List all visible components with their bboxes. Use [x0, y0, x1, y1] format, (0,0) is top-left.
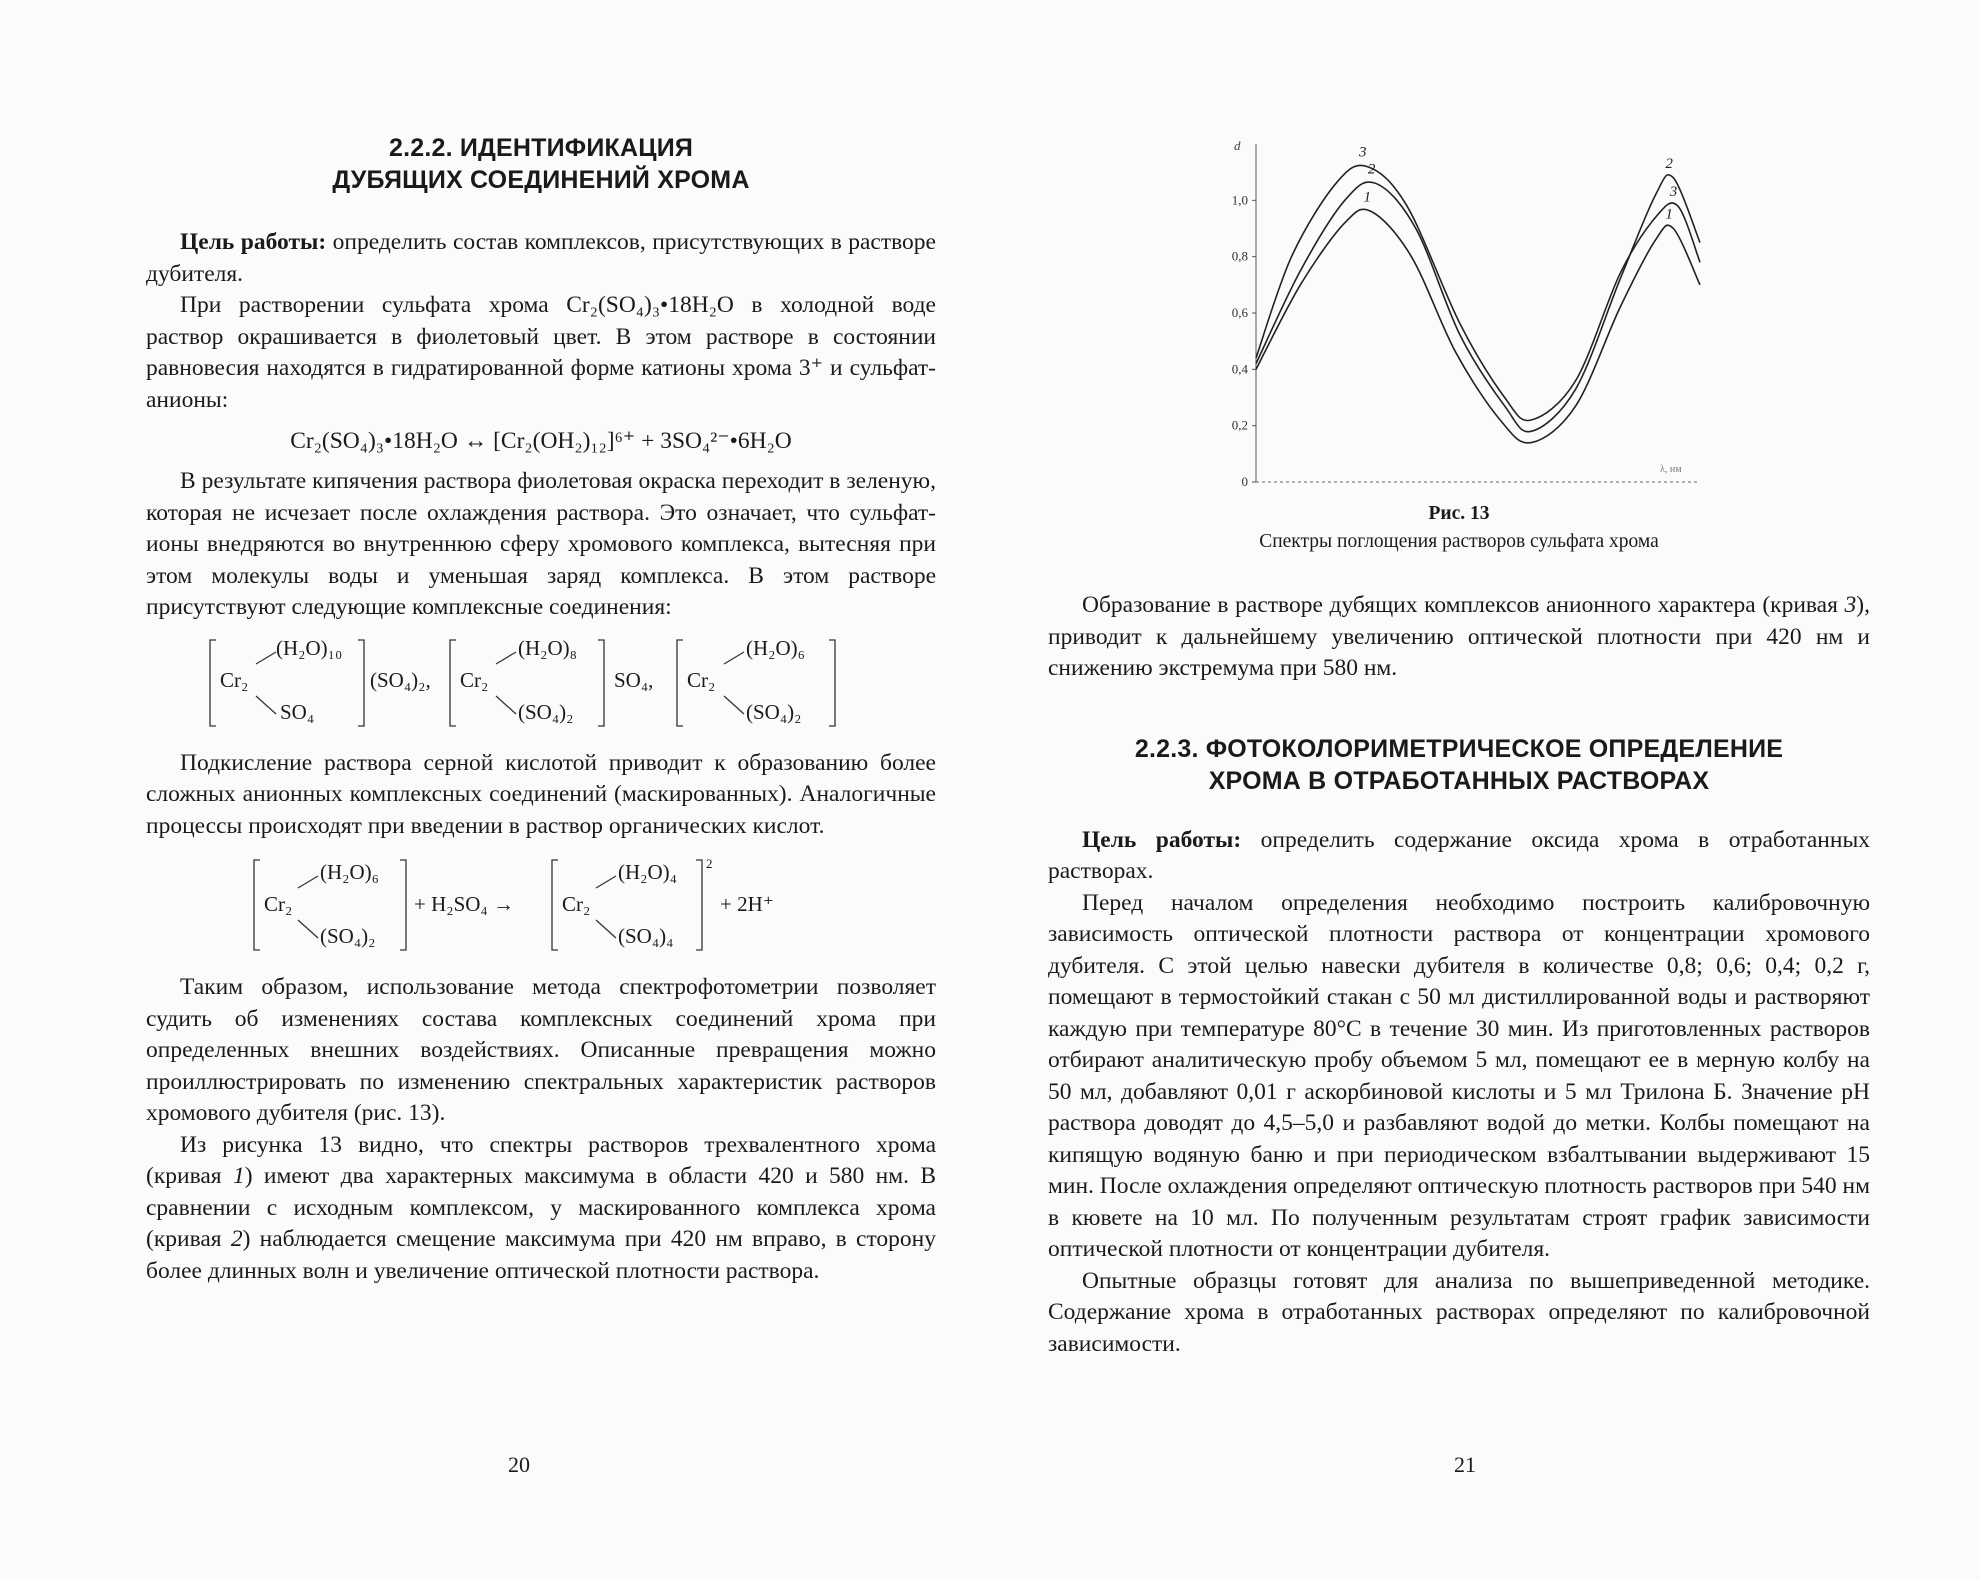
complex-2-center: Cr₂ — [460, 667, 489, 692]
reaction-right-top: (H₂O)₄ — [618, 860, 677, 884]
figure-caption: Спектры поглощения растворов сульфата хрома — [1259, 531, 1659, 552]
right-column — [1048, 0, 1870, 1360]
y-tick-label: 0,6 — [1231, 305, 1248, 320]
complex-1-top: (H₂O)₁₀ — [276, 635, 343, 660]
paragraph: В результате кипячения раствора фиолетовая окраска переходит в зеленую, которая не исчезает после охлаждения раствора. Это означает, что сульфат-ионы внедряются во внутреннюю сферу хромового комплекса, вытесняя при этом молекулы воды и уменьшая заряд комплекса. В этом растворе присутствуют следующие комплексные соединения: — [146, 468, 936, 620]
y-axis-label: d — [1234, 138, 1241, 153]
paragraph: Опытные образцы готовят для анализа по вышеприведенной методике. Содержание хрома в отработанных растворах определяют по калибровочной зависимости. — [1048, 1267, 1870, 1357]
paragraph: При растворении сульфата хрома Cr₂(SO₄)₃•18H₂O в холодной воде раствор окрашивается в фиолетовый цвет. В этом растворе в состоянии равновесия находятся в гидратированной форме катионы хрома 3⁺ и сульфат-анионы: — [146, 292, 936, 413]
complex-2-bottom: (SO₄)₂ — [518, 699, 574, 724]
figure-13 — [1048, 0, 1870, 552]
y-tick-label: 0,8 — [1231, 248, 1248, 264]
reaction-left-top: (H₂O)₆ — [320, 860, 379, 884]
section-heading-223: 2.2.3. ФОТОКОЛОРИМЕТРИЧЕСКОЕ ОПРЕДЕЛЕНИЕ ХРОМА В ОТРАБОТАННЫХ РАСТВОРАХ — [1134, 734, 1784, 795]
y-tick-label: 1,0 — [1231, 192, 1248, 208]
paragraph: Подкисление раствора серной кислотой приводит к образованию более сложных анионных комплексных соединений (маскированных). Аналогичные процессы происходят при введении в раствор органических кислот. — [146, 749, 936, 839]
curve-label-3: 3 — [1669, 183, 1678, 200]
figure-label: Рис. 13 — [1428, 503, 1490, 524]
reaction-equation — [146, 854, 936, 958]
reaction-left-center: Cr₂ — [264, 892, 293, 916]
paragraph: Таким образом, использование метода спектрофотометрии позволяет судить об изменениях состава комплексных соединений хрома при определенных внешних воздействиях. Описанные превращения можно проиллюстрировать по изменению спектральных характеристик растворов хромового дубителя (рис. 13). — [146, 974, 936, 1126]
curve-2 — [1256, 175, 1700, 432]
complex-2-outer: SO₄, — [614, 667, 654, 692]
complex-2-top: (H₂O)₈ — [518, 635, 577, 660]
reaction-right-center: Cr₂ — [562, 892, 591, 916]
paragraph: Перед началом определения необходимо построить калибровочную зависимость оптической плотности раствора от концентрации хромового дубителя. С этой целью навески дубителя в количестве 0,8; 0,6; 0,4; 0,2 г, помещают в термостойкий стакан с 50 мл дистиллированной воды и растворяют каждую при температуре 80°С в течение 30 мин. Из приготовленных растворов отбирают аналитическую пробу объемом 5 мл, помещают ее в мерную колбу на 50 мл, добавляют 0,01 г аскорбиновой кислоты и 5 мл Трилона Б. Значение рН раствора доводят до 4,5–5,0 и разбавляют водой до метки. Колбы помещают на кипящую водяную баню и при периодическом взбалтывании выдерживают 15 мин. После охлаждения определяют оптическую плотность растворов при 540 нм в кювете на 10 мл. По полученным результатам строят график зависимости оптической плотности от концентрации дубителя. — [1048, 889, 1870, 1262]
goal-paragraph: Цель работы: определить состав комплексов, присутствующих в растворе дубителя. — [146, 229, 936, 287]
y-tick-label: 0,2 — [1231, 417, 1248, 433]
section-heading-222: 2.2.2. ИДЕНТИФИКАЦИЯ ДУБЯЩИХ СОЕДИНЕНИЙ ХРОМА — [332, 134, 750, 194]
complex-1-outer: (SO₄)₂, — [370, 667, 431, 692]
curve-label-2: 2 — [1367, 161, 1376, 178]
curve-label-1: 1 — [1665, 206, 1673, 223]
page-number: 21 — [1454, 1452, 1476, 1477]
complex-3-bottom: (SO₄)₂ — [746, 699, 802, 724]
reaction-charge: 2 — [706, 856, 713, 871]
curve-label-3: 3 — [1359, 144, 1367, 161]
page-number: 20 — [508, 1452, 530, 1477]
curve-label-2: 2 — [1665, 155, 1673, 172]
x-axis-label: λ, нм — [1660, 464, 1682, 475]
right-page — [990, 0, 1980, 1580]
complex-3-top: (H₂O)₆ — [746, 635, 805, 660]
complex-1-bottom: SO₄ — [280, 699, 315, 724]
paragraph: Из рисунка 13 видно, что спектры растворов трехвалентного хрома (кривая 1) имеют два характерных максимума в области 420 и 580 нм. В сравнении с исходным комплексом, у маскированного комплекса хрома (кривая 2) наблюдается смещение максимума при 420 нм вправо, в сторону более длинных волн и увеличение оптической плотности раствора. — [146, 1131, 936, 1284]
left-column — [146, 0, 936, 1287]
reaction-right-bottom: (SO₄)₄ — [618, 924, 674, 948]
paragraph: Образование в растворе дубящих комплексов анионного характера (кривая 3), приводит к дальнейшему увеличению оптической плотности при 420 нм и снижению экстремума при 580 нм. — [1048, 592, 1870, 681]
curve-label-1: 1 — [1363, 189, 1371, 206]
reaction-reagent: + H₂SO₄ → — [414, 892, 514, 916]
y-tick-label: 0,4 — [1231, 361, 1248, 377]
equation: Cr₂(SO₄)₃•18H₂O ↔ [Cr₂(OH₂)₁₂]⁶⁺ + 3SO₄²⁻•6H₂O — [290, 428, 792, 454]
reaction-tail: + 2H⁺ — [720, 892, 774, 916]
complex-3-center: Cr₂ — [687, 667, 716, 692]
y-tick-label: 0 — [1241, 474, 1248, 489]
complex-1-center: Cr₂ — [220, 667, 249, 692]
curve-3 — [1256, 165, 1700, 420]
complex-formulas — [146, 634, 936, 734]
absorption-chart — [1048, 0, 1870, 490]
reaction-left-bottom: (SO₄)₂ — [320, 924, 376, 948]
goal-paragraph: Цель работы: определить содержание оксида хрома в отработанных растворах. — [1048, 826, 1870, 884]
